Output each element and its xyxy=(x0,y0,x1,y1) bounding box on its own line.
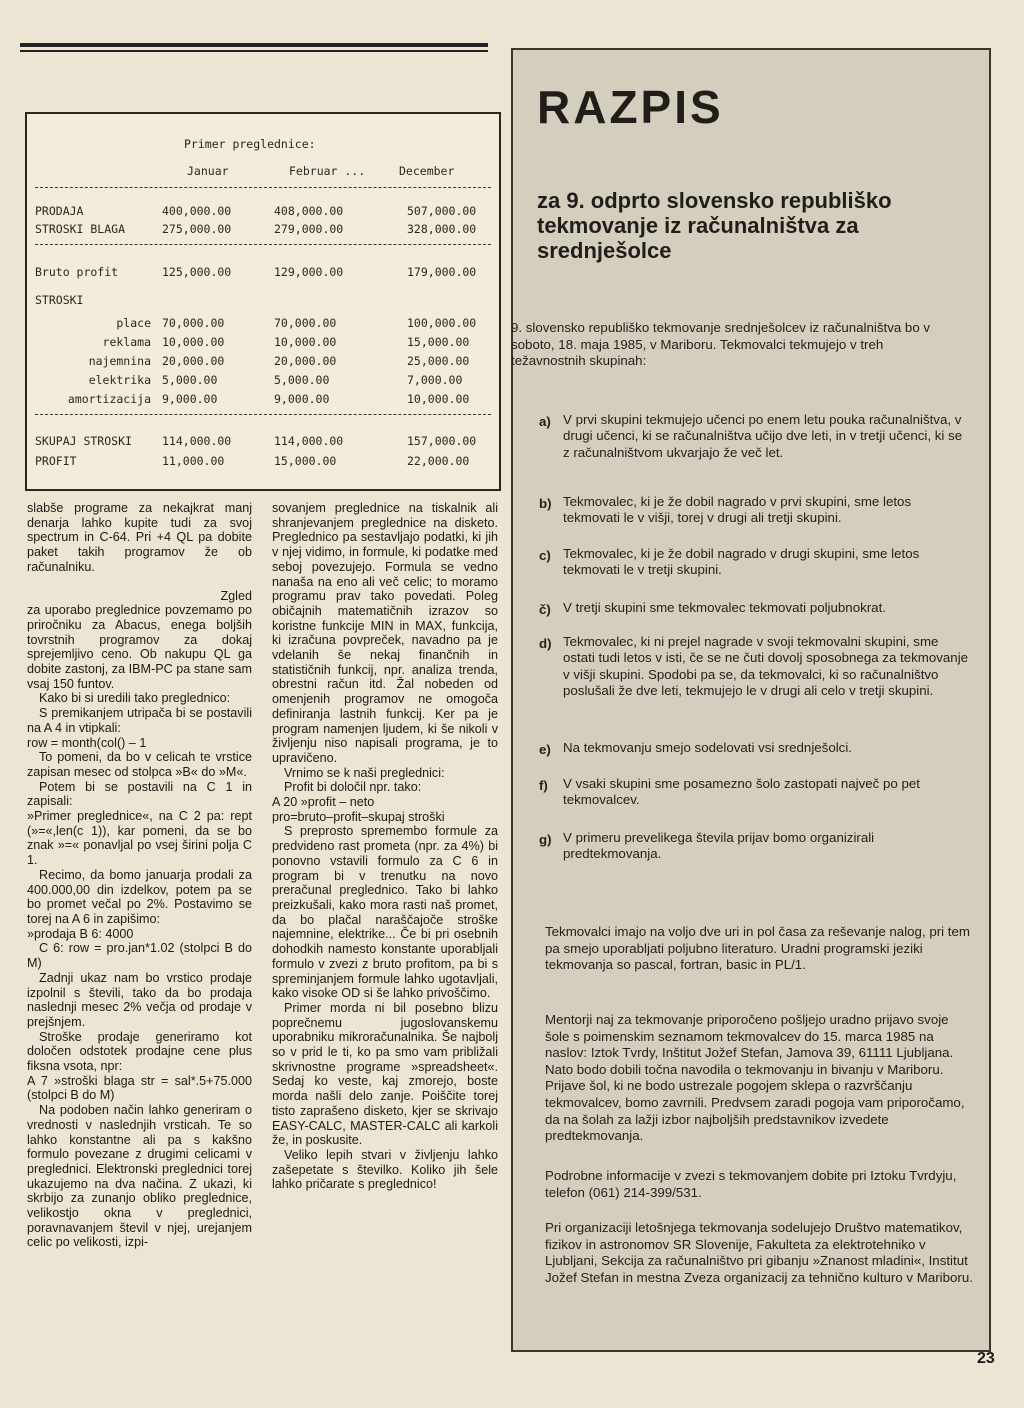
rule-item-c-caron xyxy=(539,600,971,616)
rule-marker: c) xyxy=(539,548,551,563)
listing-value: 7,000.00 xyxy=(407,373,463,387)
code-line: C 6: row = pro.jan*1.02 (stolpci B do M) xyxy=(27,941,252,971)
razpis-subtitle: za 9. odprto slovensko republiško tekmovanje iz računalništva za srednješolce xyxy=(537,188,892,263)
rule-text: Tekmovalec, ki je že dobil nagrado v prvi skupini, sme letos tekmovati le v višji, torej v drugi ali tretji skupini. xyxy=(563,494,912,526)
paragraph: Potem bi se postavili na C 1 in zapisali: xyxy=(27,779,252,809)
rule-item-b xyxy=(539,494,971,527)
article-column-2 xyxy=(272,501,498,1192)
article-column-1 xyxy=(27,501,252,1250)
code-line: pro=bruto–profit–skupaj stroški xyxy=(272,809,445,824)
paragraph: sovanjem preglednice na tiskalnik ali shranjevanjem preglednice na disketo. Preglednico pa sestavljajo podatki, ki jih v njej vidimo, in formule, ki podatke med seboj povezujejo. Formula se vedno nanaša na eno ali več celic; to moramo programu prav tako povedati. Poleg običajnih matematičnih izrazov so koristne funkcije MIN in MAX, funkcija, ki izračuna povpreček, navadno pa je vdelanih še nekaj finančnih in statističnih funkcij, npr. analiza trenda, obrestni račun itd. Žal nobeden od omenjenih programov ne omogoča definiranja lastnih funkcij. Ker pa je program namenjen ljudem, ki še nikoli v življenju niso napisali programa, je to upravičeno. xyxy=(272,501,498,765)
razpis-title: RAZPIS xyxy=(537,81,724,133)
rule-item-d xyxy=(539,634,971,700)
paragraph: slabše programe za nekajkrat manj denarja lahko kupite tudi za svoj spectrum in C-64. Pri +4 QL pa dobite paket takih programov že ob računalniku. xyxy=(27,501,252,574)
listing-value: 9,000.00 xyxy=(162,392,218,406)
paragraph: S premikanjem utripača bi se postavili na A 4 in vtipkali: xyxy=(27,706,252,735)
listing-value: 22,000.00 xyxy=(407,454,470,468)
listing-value: 70,000.00 xyxy=(162,316,225,330)
paragraph: Veliko lepih stvari v življenju lahko zašepetate s številko. Koliko jih šele lahko pričarate s preglednico! xyxy=(272,1147,498,1192)
listing-value: 25,000.00 xyxy=(407,354,470,368)
rule-text: V primeru prevelikega števila prijav bomo organizirali predtekmovanja. xyxy=(563,830,875,862)
listing-value: 5,000.00 xyxy=(162,373,218,387)
listing-month-2: Februar ... xyxy=(289,164,366,178)
paragraph: Zadnji ukaz nam bo vrstico prodaje izpolnil s števili, tako da bo prodaja naslednji mesec 2% večja od prodaje v prejšnjem. xyxy=(27,970,252,1029)
paragraph: To pomeni, da bo v celicah te vrstice zapisan mesec od stolpca »B« do »M«. xyxy=(27,750,252,779)
listing-value: 114,000.00 xyxy=(162,434,232,448)
rule-text: Tekmovalec, ki je že dobil nagrado v drugi skupini, sme letos tekmovati le v tretji skupini. xyxy=(563,546,920,578)
top-rule xyxy=(20,43,488,47)
code-line: A 20 »profit – neto xyxy=(272,795,375,810)
listing-value: 408,000.00 xyxy=(274,204,344,218)
listing-rule xyxy=(35,187,491,188)
page-number: 23 xyxy=(977,1350,995,1367)
rule-item-c xyxy=(539,546,971,579)
listing-label: PROFIT xyxy=(35,454,77,468)
paragraph: Primer morda ni bil posebno blizu poprečnemu jugoslovanskemu uporabniku mikroračunalnika. Še najbolj so v prid le ti, ko pa smo vam približali skrivnostne programe »spreadsheet«. Sedaj ko veste, kaj zmorejo, boste morda našli delo zanje. Poiščite torej tisto zaprašeno disketo, kjer se skrivajo EASY-CALC, MASTER-CALC ali karkoli že, in poskusite. xyxy=(272,1000,498,1148)
code-line: A 7 »stroški blaga str = sal*.5+75.000 (stolpci B do M) xyxy=(27,1073,252,1103)
listing-rule xyxy=(35,244,491,245)
listing-label: STROSKI BLAGA xyxy=(35,222,126,236)
paragraph: S preprosto spremembo formule za predvideno rast prometa (npr. za 4%) bi ponovno vstavili formulo za C 6 in program bi v trenutku na novo preračunal preglednico. Tako bi lahko preizkušali, kako mora rasti naš promet, da bo plačal naraščajoče stroške najemnine, elektrike... Če bi pri osebnih dohodkih namesto konstante uporabljali formulo v zvezi z bruto profitom, pa bi s spreminjanjem formule lahko ugotavljali, kako visoke OD si še lahko privoščimo. xyxy=(272,824,498,1001)
rule-text: V tretji skupini sme tekmovalec tekmovati poljubnokrat. xyxy=(563,600,886,615)
listing-value: 10,000.00 xyxy=(274,335,337,349)
paragraph: Vrnimo se k naši preglednici: xyxy=(284,765,445,780)
listing-value: 9,000.00 xyxy=(274,392,330,406)
listing-value: 114,000.00 xyxy=(274,434,344,448)
listing-value: 125,000.00 xyxy=(162,265,232,279)
paragraph: Stroške prodaje generiramo kot določen odstotek prodajne cene plus fiksna vsota, npr: xyxy=(27,1029,252,1074)
rule-text: Tekmovalec, ki ni prejel nagrade v svoji tekmovalni skupini, sme ostati tudi letos v isti, če se ne čuti dovolj sposobnega za tekmovanje v višji skupini. Spodobi pa se, da tekmovalci, ki so računalništvo poslušali že dve leti, tekmujejo le v drugi ali celo v tretji skupini. xyxy=(563,634,969,699)
subheading: Zgled xyxy=(220,588,252,603)
listing-value: 70,000.00 xyxy=(274,316,337,330)
paragraph: Kako bi si uredili tako preglednico: xyxy=(39,691,231,706)
spreadsheet-listing xyxy=(25,112,501,491)
paragraph: Na podoben način lahko generiram o vrednosti v naslednjih vrsticah. Te so lahko konstantne ali pa s kakšno formulo povezane z drugimi celicami v preglednici. Elektronski preglednici torej ukazujemo na dva načina. Z ukazi, ki skrbijo za zunanjo obliko preglednice, velikostjo okna v preglednici, poravnavanjem števil v njej, urejanjem celic po velikosti, izpi- xyxy=(27,1103,252,1250)
rule-item-f xyxy=(539,776,971,809)
rule-item-a xyxy=(539,412,971,461)
paragraph: Recimo, da bomo januarja prodali za 400.000,00 din izdelkov, potem pa se bo promet večal po 2%. Postavimo se torej na A 6 in zapišimo: xyxy=(27,867,252,926)
listing-value: 20,000.00 xyxy=(162,354,225,368)
listing-month-1: Januar xyxy=(187,164,229,178)
listing-label: STROSKI xyxy=(35,293,84,307)
rule-marker: d) xyxy=(539,636,552,651)
razpis-paragraph: Mentorji naj za tekmovanje priporočeno pošljejo uradno prijavo svoje šole s poimenskim seznamom tekmovalcev do 15. marca 1985 na naslov: Iztok Tvrdy, Inštitut Jožef Stefan, Jamova 39, 61111 Ljubljana. Nato bodo dobili točna navodila o tekmovanju in bivanju v Mariboru. Prijave šol, ki ne bodo ustrezale pogojem sklepa o razvrščanju tekmovalcev, bomo zavrnili. Predvsem zaradi pogoja vam priporočamo, da na šolah za lažji izbor najboljših predstavnikov izvedete predtekmovanja. xyxy=(545,1012,965,1144)
code-line: row = month(col() – 1 xyxy=(27,735,147,750)
razpis-box xyxy=(511,48,991,1352)
listing-value: 179,000.00 xyxy=(407,265,477,279)
listing-value: 328,000.00 xyxy=(407,222,477,236)
listing-value: 100,000.00 xyxy=(407,316,477,330)
paragraph: za uporabo preglednice povzemamo po priročniku za Abacus, enega boljših tovrstnih programov za dokaj sprejemljivo ceno. Ob nakupu QL ga dobite zastonj, za IBM-PC pa stane sam vsaj 150 funtov. xyxy=(27,603,252,691)
listing-value: 10,000.00 xyxy=(162,335,225,349)
razpis-paragraph: Tekmovalci imajo na voljo dve uri in pol časa za reševanje nalog, pri tem pa smejo uporabljati poljubno literaturo. Uradni programski jeziki tekmovanja so pascal, fortran, basic in PL/1. xyxy=(545,924,970,973)
listing-label: SKUPAJ STROSKI xyxy=(35,434,132,448)
listing-value: 129,000.00 xyxy=(274,265,344,279)
paragraph: Profit bi določil npr. tako: xyxy=(284,780,422,795)
listing-value: 20,000.00 xyxy=(274,354,337,368)
listing-value: 11,000.00 xyxy=(162,454,225,468)
rule-text: V vsaki skupini sme posamezno šolo zastopati največ po pet tekmovalcev. xyxy=(563,776,920,808)
razpis-paragraph: Podrobne informacije v zvezi s tekmovanjem dobite pri Iztoku Tvrdyju, telefon (061) 214-399/531. xyxy=(545,1168,957,1200)
rule-item-e xyxy=(539,740,971,756)
rule-marker: b) xyxy=(539,496,552,511)
rule-text: Na tekmovanju smejo sodelovati vsi srednješolci. xyxy=(563,740,852,755)
listing-label: reklama xyxy=(102,335,151,349)
listing-value: 5,000.00 xyxy=(274,373,330,387)
listing-rule xyxy=(35,414,491,415)
listing-value: 15,000.00 xyxy=(274,454,337,468)
listing-label: amortizacija xyxy=(67,392,151,406)
rule-marker: a) xyxy=(539,414,551,429)
listing-label: najemnina xyxy=(88,354,151,368)
listing-label: elektrika xyxy=(88,373,151,387)
rule-marker: g) xyxy=(539,832,552,847)
rule-marker: f) xyxy=(539,778,548,793)
rule-item-g xyxy=(539,830,971,863)
listing-value: 275,000.00 xyxy=(162,222,232,236)
rule-text: V prvi skupini tekmujejo učenci po enem letu pouka računalništva, v drugi učenci, ki se računalništva učijo dve leti, in v tretji učenci, ki se z računalništvom ukvarjajo že več let. xyxy=(563,412,963,460)
razpis-intro: 9. slovensko republiško tekmovanje srednješolcev iz računalništva bo v soboto, 18. maja 1985, v Mariboru. Tekmovalci tekmujejo v treh težavnostnih skupinah: xyxy=(511,320,931,369)
listing-label: PRODAJA xyxy=(35,204,84,218)
listing-value: 157,000.00 xyxy=(407,434,477,448)
listing-month-3: December xyxy=(399,164,455,178)
listing-value: 279,000.00 xyxy=(274,222,344,236)
listing-value: 507,000.00 xyxy=(407,204,477,218)
paragraph: »Primer preglednice«, na C 2 pa: rept (»=«,len(c 1)), kar pomeni, da se bo znak »=« ponavljal po vsej širini polja C 1. xyxy=(27,809,252,868)
razpis-paragraph: Pri organizaciji letošnjega tekmovanja sodelujejo Društvo matematikov, fizikov in astronomov SR Slovenije, Fakulteta za elektrotehniko v Ljubljani, Sekcija za računalništvo pri gibanju »Znanost mladini«, Institut Jožef Stefan in mestna Zveza organizacij za tehnično kulturo v Mariboru. xyxy=(545,1220,973,1285)
listing-value: 15,000.00 xyxy=(407,335,470,349)
listing-label: Bruto profit xyxy=(35,265,119,279)
listing-label: place xyxy=(116,316,151,330)
rule-marker: č) xyxy=(539,602,551,617)
rule-marker: e) xyxy=(539,742,551,757)
listing-value: 400,000.00 xyxy=(162,204,232,218)
code-line: »prodaja B 6: 4000 xyxy=(27,926,134,941)
listing-title: Primer preglednice: xyxy=(184,137,316,151)
top-rule-thin xyxy=(20,50,488,52)
listing-value: 10,000.00 xyxy=(407,392,470,406)
